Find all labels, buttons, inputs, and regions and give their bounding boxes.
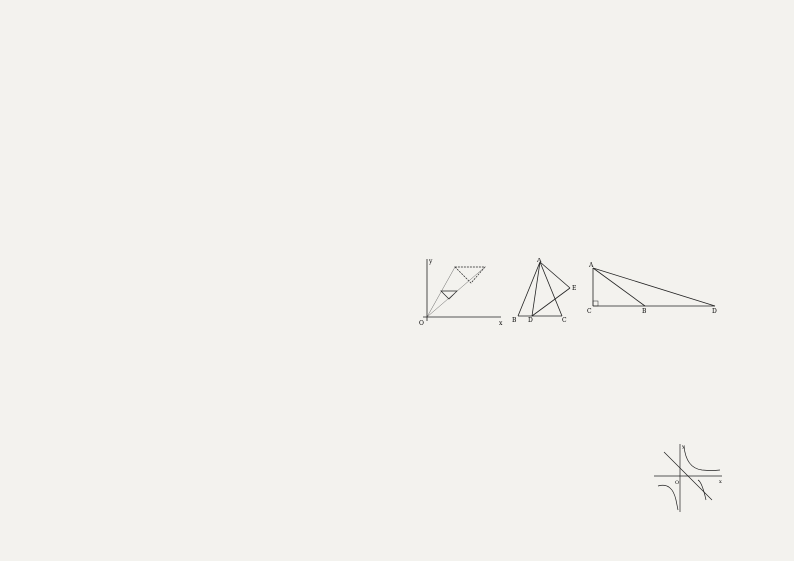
figure-7-diagram [415, 255, 505, 330]
svg-text:D: D [712, 308, 717, 315]
svg-text:C: C [587, 308, 592, 315]
svg-text:B: B [512, 317, 517, 323]
figure-18-diagram [585, 260, 720, 315]
svg-text:O: O [675, 480, 680, 486]
svg-text:O: O [419, 320, 424, 327]
svg-text:D: D [528, 317, 533, 323]
svg-text:y: y [429, 258, 433, 265]
svg-text:C: C [562, 317, 567, 323]
svg-text:x: x [719, 479, 722, 485]
svg-text:A: A [589, 262, 594, 269]
svg-text:y: y [682, 444, 685, 450]
svg-text:A: A [537, 258, 542, 264]
svg-text:x: x [499, 320, 503, 327]
svg-text:E: E [572, 285, 577, 292]
figure-8-diagram [510, 258, 585, 323]
svg-text:B: B [642, 308, 647, 315]
figure-20-graph [650, 440, 725, 515]
